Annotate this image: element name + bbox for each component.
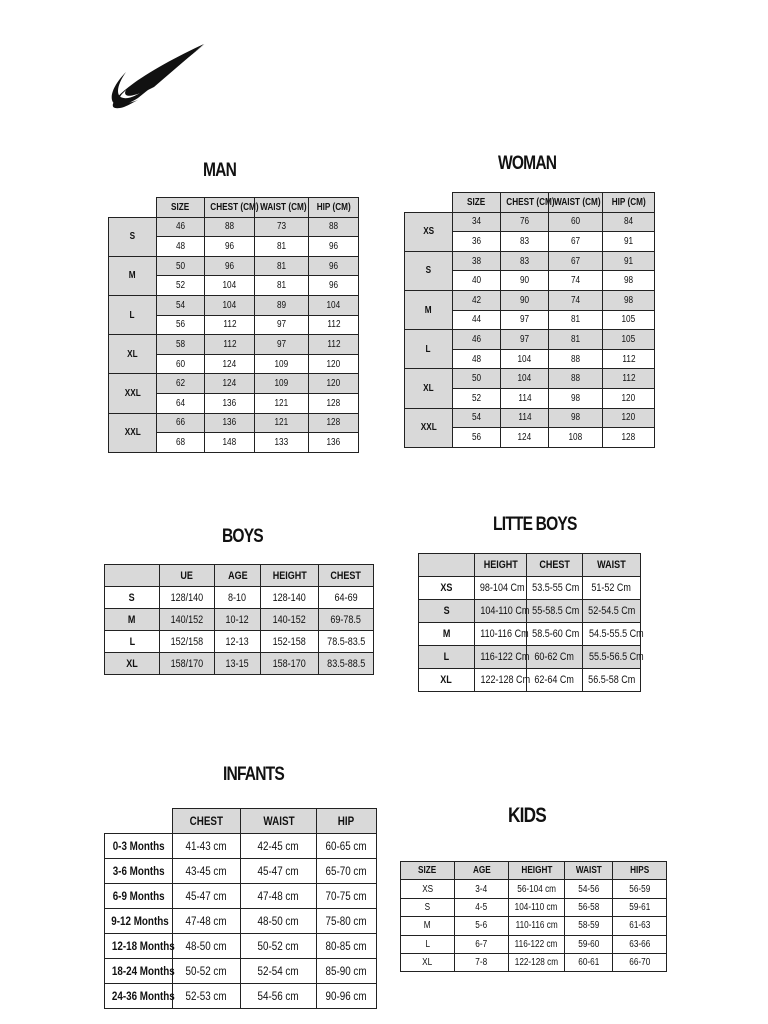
size-label: S (405, 251, 453, 290)
size-label: L (109, 295, 157, 334)
table-cell: 120 (603, 388, 655, 408)
man-table-body (109, 198, 359, 453)
table-cell: 121 (255, 413, 309, 433)
table-cell: 69-78.5 (319, 609, 374, 631)
size-label: XXL (405, 408, 453, 447)
table-cell: 96 (205, 237, 255, 257)
table-cell: 42-45 cm (241, 834, 317, 859)
table-row (109, 295, 359, 315)
row-label: S (401, 898, 455, 916)
table-row (105, 834, 377, 859)
row-label: 6-9 Months (105, 884, 173, 909)
table-cell: 91 (603, 251, 655, 271)
table-cell: 46 (157, 217, 205, 237)
table-cell: 58.5-60 Cm (527, 623, 583, 646)
table-cell: 70-75 cm (317, 884, 377, 909)
table-row (405, 290, 655, 310)
table-cell: 105 (603, 330, 655, 350)
table-cell: 104 (205, 295, 255, 315)
table-cell: 85-90 cm (317, 959, 377, 984)
table-cell: 114 (501, 408, 549, 428)
table-cell: 90-96 cm (317, 984, 377, 1009)
table-cell: 59-60 (565, 935, 613, 953)
table-cell: 83 (501, 232, 549, 252)
table-cell: 60-61 (565, 953, 613, 971)
man-size-table (108, 197, 359, 453)
table-cell: 104 (501, 369, 549, 389)
row-label: XS (419, 577, 475, 600)
table-row (105, 884, 377, 909)
table-cell: 120 (309, 374, 359, 394)
table-cell: 136 (309, 433, 359, 453)
table-cell: 104-110 Cm (475, 600, 527, 623)
table-row (419, 600, 641, 623)
table-cell: 75-80 cm (317, 909, 377, 934)
row-label: M (105, 609, 160, 631)
table-cell: 81 (255, 276, 309, 296)
table-row (405, 369, 655, 389)
table-cell: 91 (603, 232, 655, 252)
table-cell: 58-59 (565, 917, 613, 935)
table-cell: 52 (157, 276, 205, 296)
table-cell: 110-116 cm (509, 917, 565, 935)
column-header: HEIGHT (509, 862, 565, 880)
table-cell: 62 (157, 374, 205, 394)
table-cell: 80-85 cm (317, 934, 377, 959)
column-header: WAIST (565, 862, 613, 880)
table-row (401, 917, 667, 935)
table-cell: 105 (603, 310, 655, 330)
table-cell: 54 (157, 295, 205, 315)
table-cell: 110-116 Cm (475, 623, 527, 646)
table-cell: 122-128 cm (509, 953, 565, 971)
table-row (405, 251, 655, 271)
column-header: SIZE (401, 862, 455, 880)
corner-cell (105, 809, 173, 834)
table-cell: 97 (501, 330, 549, 350)
table-cell: 88 (309, 217, 359, 237)
table-cell: 112 (603, 369, 655, 389)
table-cell: 88 (205, 217, 255, 237)
header-row (401, 862, 667, 880)
column-header: HIP (CM) (603, 193, 655, 213)
table-cell: 121 (255, 393, 309, 413)
row-label: XL (401, 953, 455, 971)
table-row (109, 256, 359, 276)
table-cell: 114 (501, 388, 549, 408)
table-cell: 62-64 Cm (527, 669, 583, 692)
table-row (401, 935, 667, 953)
row-label: 24-36 Months (105, 984, 173, 1009)
table-cell: 55.5-56.5 Cm (583, 646, 641, 669)
corner-cell (105, 565, 160, 587)
column-header: SIZE (157, 198, 205, 218)
table-cell: 116-122 Cm (475, 646, 527, 669)
table-cell: 52-53 cm (173, 984, 241, 1009)
row-label: L (105, 631, 160, 653)
column-header: CHEST (173, 809, 241, 834)
column-header: CHEST (319, 565, 374, 587)
table-cell: 67 (549, 251, 603, 271)
table-cell: 148 (205, 433, 255, 453)
column-header: CHEST (527, 554, 583, 577)
table-row (419, 646, 641, 669)
table-cell: 60 (549, 212, 603, 232)
table-cell: 10-12 (215, 609, 261, 631)
table-cell: 65-70 cm (317, 859, 377, 884)
table-cell: 104 (205, 276, 255, 296)
table-cell: 68 (157, 433, 205, 453)
table-cell: 52-54.5 Cm (583, 600, 641, 623)
table-cell: 74 (549, 290, 603, 310)
table-row (419, 669, 641, 692)
table-cell: 12-13 (215, 631, 261, 653)
corner-cell (419, 554, 475, 577)
table-row (105, 587, 374, 609)
table-cell: 48 (157, 237, 205, 257)
table-cell: 56-59 (613, 880, 667, 898)
table-row (401, 898, 667, 916)
table-cell: 54 (453, 408, 501, 428)
column-header: HIP (CM) (309, 198, 359, 218)
table-cell: 47-48 cm (173, 909, 241, 934)
woman-table-body (405, 193, 655, 448)
table-cell: 6-7 (455, 935, 509, 953)
row-label: XS (401, 880, 455, 898)
table-cell: 112 (309, 335, 359, 355)
table-cell: 50-52 cm (173, 959, 241, 984)
litte-boys-size-table (418, 553, 644, 692)
table-cell: 98 (549, 388, 603, 408)
table-cell: 50 (157, 256, 205, 276)
column-header: WAIST (CM) (255, 198, 309, 218)
table-cell: 54.5-55.5 Cm (583, 623, 641, 646)
infants-size-table (104, 808, 377, 1009)
table-cell: 81 (255, 256, 309, 276)
table-cell: 97 (501, 310, 549, 330)
table-cell: 55-58.5 Cm (527, 600, 583, 623)
column-header: HIPS (613, 862, 667, 880)
table-cell: 64-69 (319, 587, 374, 609)
row-label: XL (105, 653, 160, 675)
table-cell: 128 (309, 413, 359, 433)
table-cell: 38 (453, 251, 501, 271)
table-cell: 50-52 cm (241, 934, 317, 959)
table-cell: 58 (157, 335, 205, 355)
column-header: HEIGHT (261, 565, 319, 587)
table-cell: 53.5-55 Cm (527, 577, 583, 600)
table-cell: 73 (255, 217, 309, 237)
table-cell: 54-56 cm (241, 984, 317, 1009)
man-title: MAN (203, 160, 237, 181)
table-row (401, 880, 667, 898)
column-header: WAIST (241, 809, 317, 834)
table-cell: 34 (453, 212, 501, 232)
size-label: XL (109, 335, 157, 374)
table-row (105, 609, 374, 631)
header-row (105, 565, 374, 587)
table-cell: 66 (157, 413, 205, 433)
column-header: AGE (215, 565, 261, 587)
woman-size-table (404, 192, 655, 448)
column-header: UE (160, 565, 215, 587)
table-cell: 128-140 (261, 587, 319, 609)
header-row (405, 193, 655, 213)
table-row (419, 623, 641, 646)
table-cell: 108 (549, 428, 603, 448)
table-cell: 96 (309, 276, 359, 296)
table-cell: 90 (501, 290, 549, 310)
table-cell: 81 (549, 310, 603, 330)
table-cell: 112 (205, 315, 255, 335)
kids-title: KIDS (508, 804, 546, 827)
row-label: 3-6 Months (105, 859, 173, 884)
table-cell: 112 (603, 349, 655, 369)
table-cell: 8-10 (215, 587, 261, 609)
row-label: L (401, 935, 455, 953)
table-row (105, 959, 377, 984)
table-cell: 46 (453, 330, 501, 350)
row-label: 12-18 Months (105, 934, 173, 959)
table-cell: 97 (255, 335, 309, 355)
corner-cell (405, 193, 453, 213)
table-cell: 5-6 (455, 917, 509, 935)
table-cell: 74 (549, 271, 603, 291)
boys-size-table (104, 564, 374, 675)
table-cell: 88 (549, 369, 603, 389)
size-label: M (405, 290, 453, 329)
swoosh-logo-icon (108, 42, 208, 110)
table-cell: 67 (549, 232, 603, 252)
table-row (401, 953, 667, 971)
row-label: S (105, 587, 160, 609)
table-cell: 83 (501, 251, 549, 271)
table-cell: 90 (501, 271, 549, 291)
table-cell: 3-4 (455, 880, 509, 898)
table-row (105, 909, 377, 934)
boys-title: BOYS (222, 526, 263, 547)
table-cell: 44 (453, 310, 501, 330)
litte-boys-table-body (419, 554, 644, 692)
column-header: SIZE (453, 193, 501, 213)
row-label: XL (419, 669, 475, 692)
column-header: CHEST (CM) (205, 198, 255, 218)
table-cell: 84 (603, 212, 655, 232)
table-cell: 120 (603, 408, 655, 428)
table-cell: 136 (205, 393, 255, 413)
table-cell: 48-50 cm (173, 934, 241, 959)
table-cell: 88 (549, 349, 603, 369)
infants-title: INFANTS (223, 764, 284, 785)
table-cell: 54-56 (565, 880, 613, 898)
size-label: S (109, 217, 157, 256)
table-cell: 128/140 (160, 587, 215, 609)
row-label: 9-12 Months (105, 909, 173, 934)
row-label: M (419, 623, 475, 646)
table-cell: 60-62 Cm (527, 646, 583, 669)
kids-size-table (400, 861, 667, 972)
table-row (105, 653, 374, 675)
table-cell: 63-66 (613, 935, 667, 953)
table-cell: 48 (453, 349, 501, 369)
table-cell: 7-8 (455, 953, 509, 971)
table-cell: 45-47 cm (241, 859, 317, 884)
column-header: HEIGHT (475, 554, 527, 577)
table-cell: 104 (309, 295, 359, 315)
table-cell: 120 (309, 354, 359, 374)
table-cell: 60-65 cm (317, 834, 377, 859)
table-cell: 98 (549, 408, 603, 428)
row-label: 0-3 Months (105, 834, 173, 859)
size-label: XXL (109, 374, 157, 413)
table-cell: 140-152 (261, 609, 319, 631)
column-header: AGE (455, 862, 509, 880)
table-cell: 45-47 cm (173, 884, 241, 909)
kids-table-body (401, 862, 667, 972)
table-cell: 81 (549, 330, 603, 350)
table-row (109, 413, 359, 433)
table-cell: 43-45 cm (173, 859, 241, 884)
column-header: CHEST (CM) (501, 193, 549, 213)
table-cell: 4-5 (455, 898, 509, 916)
table-cell: 122-128 Cm (475, 669, 527, 692)
header-row (419, 554, 641, 577)
table-cell: 128 (309, 393, 359, 413)
table-cell: 112 (205, 335, 255, 355)
table-cell: 152/158 (160, 631, 215, 653)
table-cell: 128 (603, 428, 655, 448)
table-cell: 136 (205, 413, 255, 433)
table-cell: 66-70 (613, 953, 667, 971)
table-cell: 13-15 (215, 653, 261, 675)
table-cell: 96 (309, 237, 359, 257)
column-header: WAIST (583, 554, 641, 577)
table-row (109, 335, 359, 355)
table-cell: 56 (157, 315, 205, 335)
table-cell: 112 (309, 315, 359, 335)
table-cell: 140/152 (160, 609, 215, 631)
table-cell: 52-54 cm (241, 959, 317, 984)
row-label: M (401, 917, 455, 935)
table-cell: 50 (453, 369, 501, 389)
table-cell: 116-122 cm (509, 935, 565, 953)
table-row (105, 934, 377, 959)
table-cell: 56-58 (565, 898, 613, 916)
table-row (419, 577, 641, 600)
table-cell: 56-104 cm (509, 880, 565, 898)
table-cell: 42 (453, 290, 501, 310)
table-cell: 109 (255, 354, 309, 374)
header-row (109, 198, 359, 218)
table-cell: 124 (501, 428, 549, 448)
boys-table-body (105, 565, 374, 675)
table-cell: 47-48 cm (241, 884, 317, 909)
table-cell: 104 (501, 349, 549, 369)
table-cell: 64 (157, 393, 205, 413)
row-label: 18-24 Months (105, 959, 173, 984)
table-cell: 124 (205, 374, 255, 394)
table-cell: 109 (255, 374, 309, 394)
table-cell: 76 (501, 212, 549, 232)
table-cell: 124 (205, 354, 255, 374)
table-cell: 158/170 (160, 653, 215, 675)
table-cell: 52 (453, 388, 501, 408)
table-cell: 98 (603, 290, 655, 310)
size-label: XS (405, 212, 453, 251)
table-row (405, 212, 655, 232)
table-cell: 96 (309, 256, 359, 276)
table-cell: 40 (453, 271, 501, 291)
size-label: XXL (109, 413, 157, 452)
table-cell: 56.5-58 Cm (583, 669, 641, 692)
row-label: L (419, 646, 475, 669)
table-cell: 98 (603, 271, 655, 291)
table-row (105, 631, 374, 653)
table-row (105, 984, 377, 1009)
table-cell: 97 (255, 315, 309, 335)
size-label: M (109, 256, 157, 295)
table-cell: 133 (255, 433, 309, 453)
table-row (405, 330, 655, 350)
woman-title: WOMAN (498, 153, 557, 174)
column-header: HIP (317, 809, 377, 834)
table-row (405, 408, 655, 428)
table-row (109, 374, 359, 394)
table-cell: 59-61 (613, 898, 667, 916)
corner-cell (109, 198, 157, 218)
table-cell: 152-158 (261, 631, 319, 653)
table-cell: 158-170 (261, 653, 319, 675)
table-cell: 41-43 cm (173, 834, 241, 859)
table-cell: 89 (255, 295, 309, 315)
table-cell: 48-50 cm (241, 909, 317, 934)
column-header: WAIST (CM) (549, 193, 603, 213)
table-cell: 81 (255, 237, 309, 257)
table-cell: 104-110 cm (509, 898, 565, 916)
table-cell: 83.5-88.5 (319, 653, 374, 675)
header-row (105, 809, 377, 834)
table-cell: 60 (157, 354, 205, 374)
size-label: L (405, 330, 453, 369)
row-label: S (419, 600, 475, 623)
table-cell: 36 (453, 232, 501, 252)
litte-boys-title: LITTE BOYS (493, 514, 577, 535)
table-cell: 51-52 Cm (583, 577, 641, 600)
table-row (109, 217, 359, 237)
table-cell: 56 (453, 428, 501, 448)
table-cell: 96 (205, 256, 255, 276)
table-row (105, 859, 377, 884)
table-cell: 61-63 (613, 917, 667, 935)
table-cell: 78.5-83.5 (319, 631, 374, 653)
table-cell: 98-104 Cm (475, 577, 527, 600)
infants-table-body (105, 809, 377, 1009)
size-label: XL (405, 369, 453, 408)
